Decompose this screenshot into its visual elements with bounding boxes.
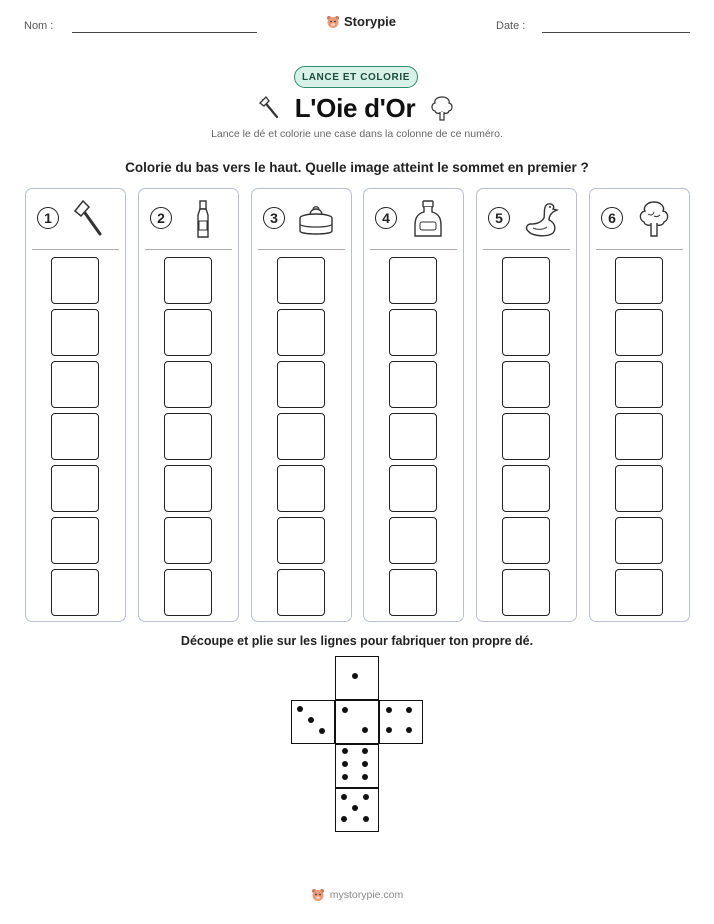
column-header bbox=[590, 189, 689, 249]
category-badge: LANCE ET COLORIE bbox=[294, 66, 418, 88]
color-box[interactable] bbox=[164, 361, 212, 408]
color-box[interactable] bbox=[277, 309, 325, 356]
column-1 bbox=[25, 188, 126, 622]
column-header bbox=[252, 189, 351, 249]
color-box[interactable] bbox=[389, 361, 437, 408]
column-header bbox=[26, 189, 125, 249]
column-2 bbox=[138, 188, 239, 622]
die-pip bbox=[342, 761, 348, 767]
color-box[interactable] bbox=[164, 309, 212, 356]
die-pip bbox=[362, 748, 368, 754]
die-pip bbox=[363, 794, 369, 800]
die-pip bbox=[362, 774, 368, 780]
die-pip bbox=[406, 727, 412, 733]
color-box[interactable] bbox=[615, 517, 663, 564]
color-box[interactable] bbox=[389, 465, 437, 512]
column-number: 5 bbox=[488, 207, 510, 229]
die-pip bbox=[386, 727, 392, 733]
color-box[interactable] bbox=[502, 465, 550, 512]
color-box[interactable] bbox=[615, 465, 663, 512]
color-box[interactable] bbox=[51, 413, 99, 460]
die-pip bbox=[341, 816, 347, 822]
die-pip bbox=[363, 816, 369, 822]
die-face-5 bbox=[335, 788, 379, 832]
die-pip bbox=[406, 707, 412, 713]
die-pip bbox=[352, 805, 358, 811]
goose-icon bbox=[521, 198, 561, 240]
color-box[interactable] bbox=[51, 465, 99, 512]
color-box[interactable] bbox=[615, 569, 663, 616]
die-pip bbox=[297, 706, 303, 712]
storypie-logo bbox=[326, 14, 396, 29]
column-4 bbox=[363, 188, 464, 622]
column-divider bbox=[258, 249, 345, 250]
bottle-icon bbox=[183, 198, 223, 240]
color-box[interactable] bbox=[277, 569, 325, 616]
die-pip bbox=[341, 794, 347, 800]
color-box[interactable] bbox=[615, 361, 663, 408]
color-box[interactable] bbox=[164, 413, 212, 460]
name-line[interactable] bbox=[72, 32, 257, 33]
column-divider bbox=[145, 249, 232, 250]
title-block bbox=[240, 93, 474, 123]
die-face-6 bbox=[335, 744, 379, 788]
column-number: 3 bbox=[263, 207, 285, 229]
color-box[interactable] bbox=[502, 569, 550, 616]
footer bbox=[0, 888, 714, 902]
color-box[interactable] bbox=[51, 257, 99, 304]
color-box[interactable] bbox=[502, 309, 550, 356]
column-number: 4 bbox=[375, 207, 397, 229]
die-pip bbox=[362, 727, 368, 733]
column-header bbox=[364, 189, 463, 249]
axe-icon bbox=[257, 95, 283, 121]
color-box[interactable] bbox=[389, 257, 437, 304]
color-box[interactable] bbox=[164, 569, 212, 616]
tree-icon bbox=[634, 198, 674, 240]
flask-icon bbox=[408, 198, 448, 240]
die-pip bbox=[352, 673, 358, 679]
color-box[interactable] bbox=[277, 517, 325, 564]
column-divider bbox=[483, 249, 570, 250]
bear-icon bbox=[311, 888, 325, 902]
color-box[interactable] bbox=[615, 309, 663, 356]
column-header bbox=[477, 189, 576, 249]
color-box[interactable] bbox=[164, 257, 212, 304]
color-box[interactable] bbox=[389, 309, 437, 356]
color-box[interactable] bbox=[615, 413, 663, 460]
column-header bbox=[139, 189, 238, 249]
color-box[interactable] bbox=[389, 413, 437, 460]
instruction: Colorie du bas vers le haut. Quelle image atteint le sommet en premier ? bbox=[125, 160, 589, 175]
color-box[interactable] bbox=[277, 413, 325, 460]
color-box[interactable] bbox=[615, 257, 663, 304]
cake-icon bbox=[296, 198, 336, 240]
color-box[interactable] bbox=[164, 517, 212, 564]
die-pip bbox=[342, 707, 348, 713]
die-pip bbox=[308, 717, 314, 723]
column-divider bbox=[370, 249, 457, 250]
color-box[interactable] bbox=[277, 257, 325, 304]
die-face-3 bbox=[291, 700, 335, 744]
date-label: Date : bbox=[496, 20, 526, 32]
color-box[interactable] bbox=[502, 413, 550, 460]
tree-icon bbox=[427, 93, 457, 123]
color-box[interactable] bbox=[277, 361, 325, 408]
color-box[interactable] bbox=[389, 517, 437, 564]
column-6 bbox=[589, 188, 690, 622]
color-box[interactable] bbox=[51, 569, 99, 616]
column-3 bbox=[251, 188, 352, 622]
color-box[interactable] bbox=[51, 517, 99, 564]
column-number: 1 bbox=[37, 207, 59, 229]
column-5 bbox=[476, 188, 577, 622]
die-pip bbox=[342, 774, 348, 780]
axe-icon bbox=[70, 198, 110, 240]
die-face-1 bbox=[335, 656, 379, 700]
date-line[interactable] bbox=[542, 32, 690, 33]
color-box[interactable] bbox=[277, 465, 325, 512]
column-divider bbox=[596, 249, 683, 250]
bear-icon bbox=[326, 15, 340, 29]
cut-instruction: Découpe et plie sur les lignes pour fabriquer ton propre dé. bbox=[180, 634, 534, 648]
color-box[interactable] bbox=[502, 517, 550, 564]
die-pip bbox=[319, 728, 325, 734]
color-box[interactable] bbox=[51, 309, 99, 356]
color-box[interactable] bbox=[51, 361, 99, 408]
die-face-4 bbox=[379, 700, 423, 744]
brand-name: Storypie bbox=[344, 14, 397, 29]
subtitle: Lance le dé et colorie une case dans la colonne de ce numéro. bbox=[211, 128, 503, 140]
column-number: 6 bbox=[601, 207, 623, 229]
die-pip bbox=[342, 748, 348, 754]
color-box[interactable] bbox=[164, 465, 212, 512]
die-face-2 bbox=[335, 700, 379, 744]
color-box[interactable] bbox=[502, 257, 550, 304]
page-title: L'Oie d'Or bbox=[294, 92, 416, 123]
column-divider bbox=[32, 249, 119, 250]
column-number: 2 bbox=[150, 207, 172, 229]
die-pip bbox=[386, 707, 392, 713]
color-box[interactable] bbox=[502, 361, 550, 408]
color-box[interactable] bbox=[389, 569, 437, 616]
die-pip bbox=[362, 761, 368, 767]
name-label: Nom : bbox=[24, 20, 54, 32]
footer-url: mystorypie.com bbox=[329, 889, 404, 901]
